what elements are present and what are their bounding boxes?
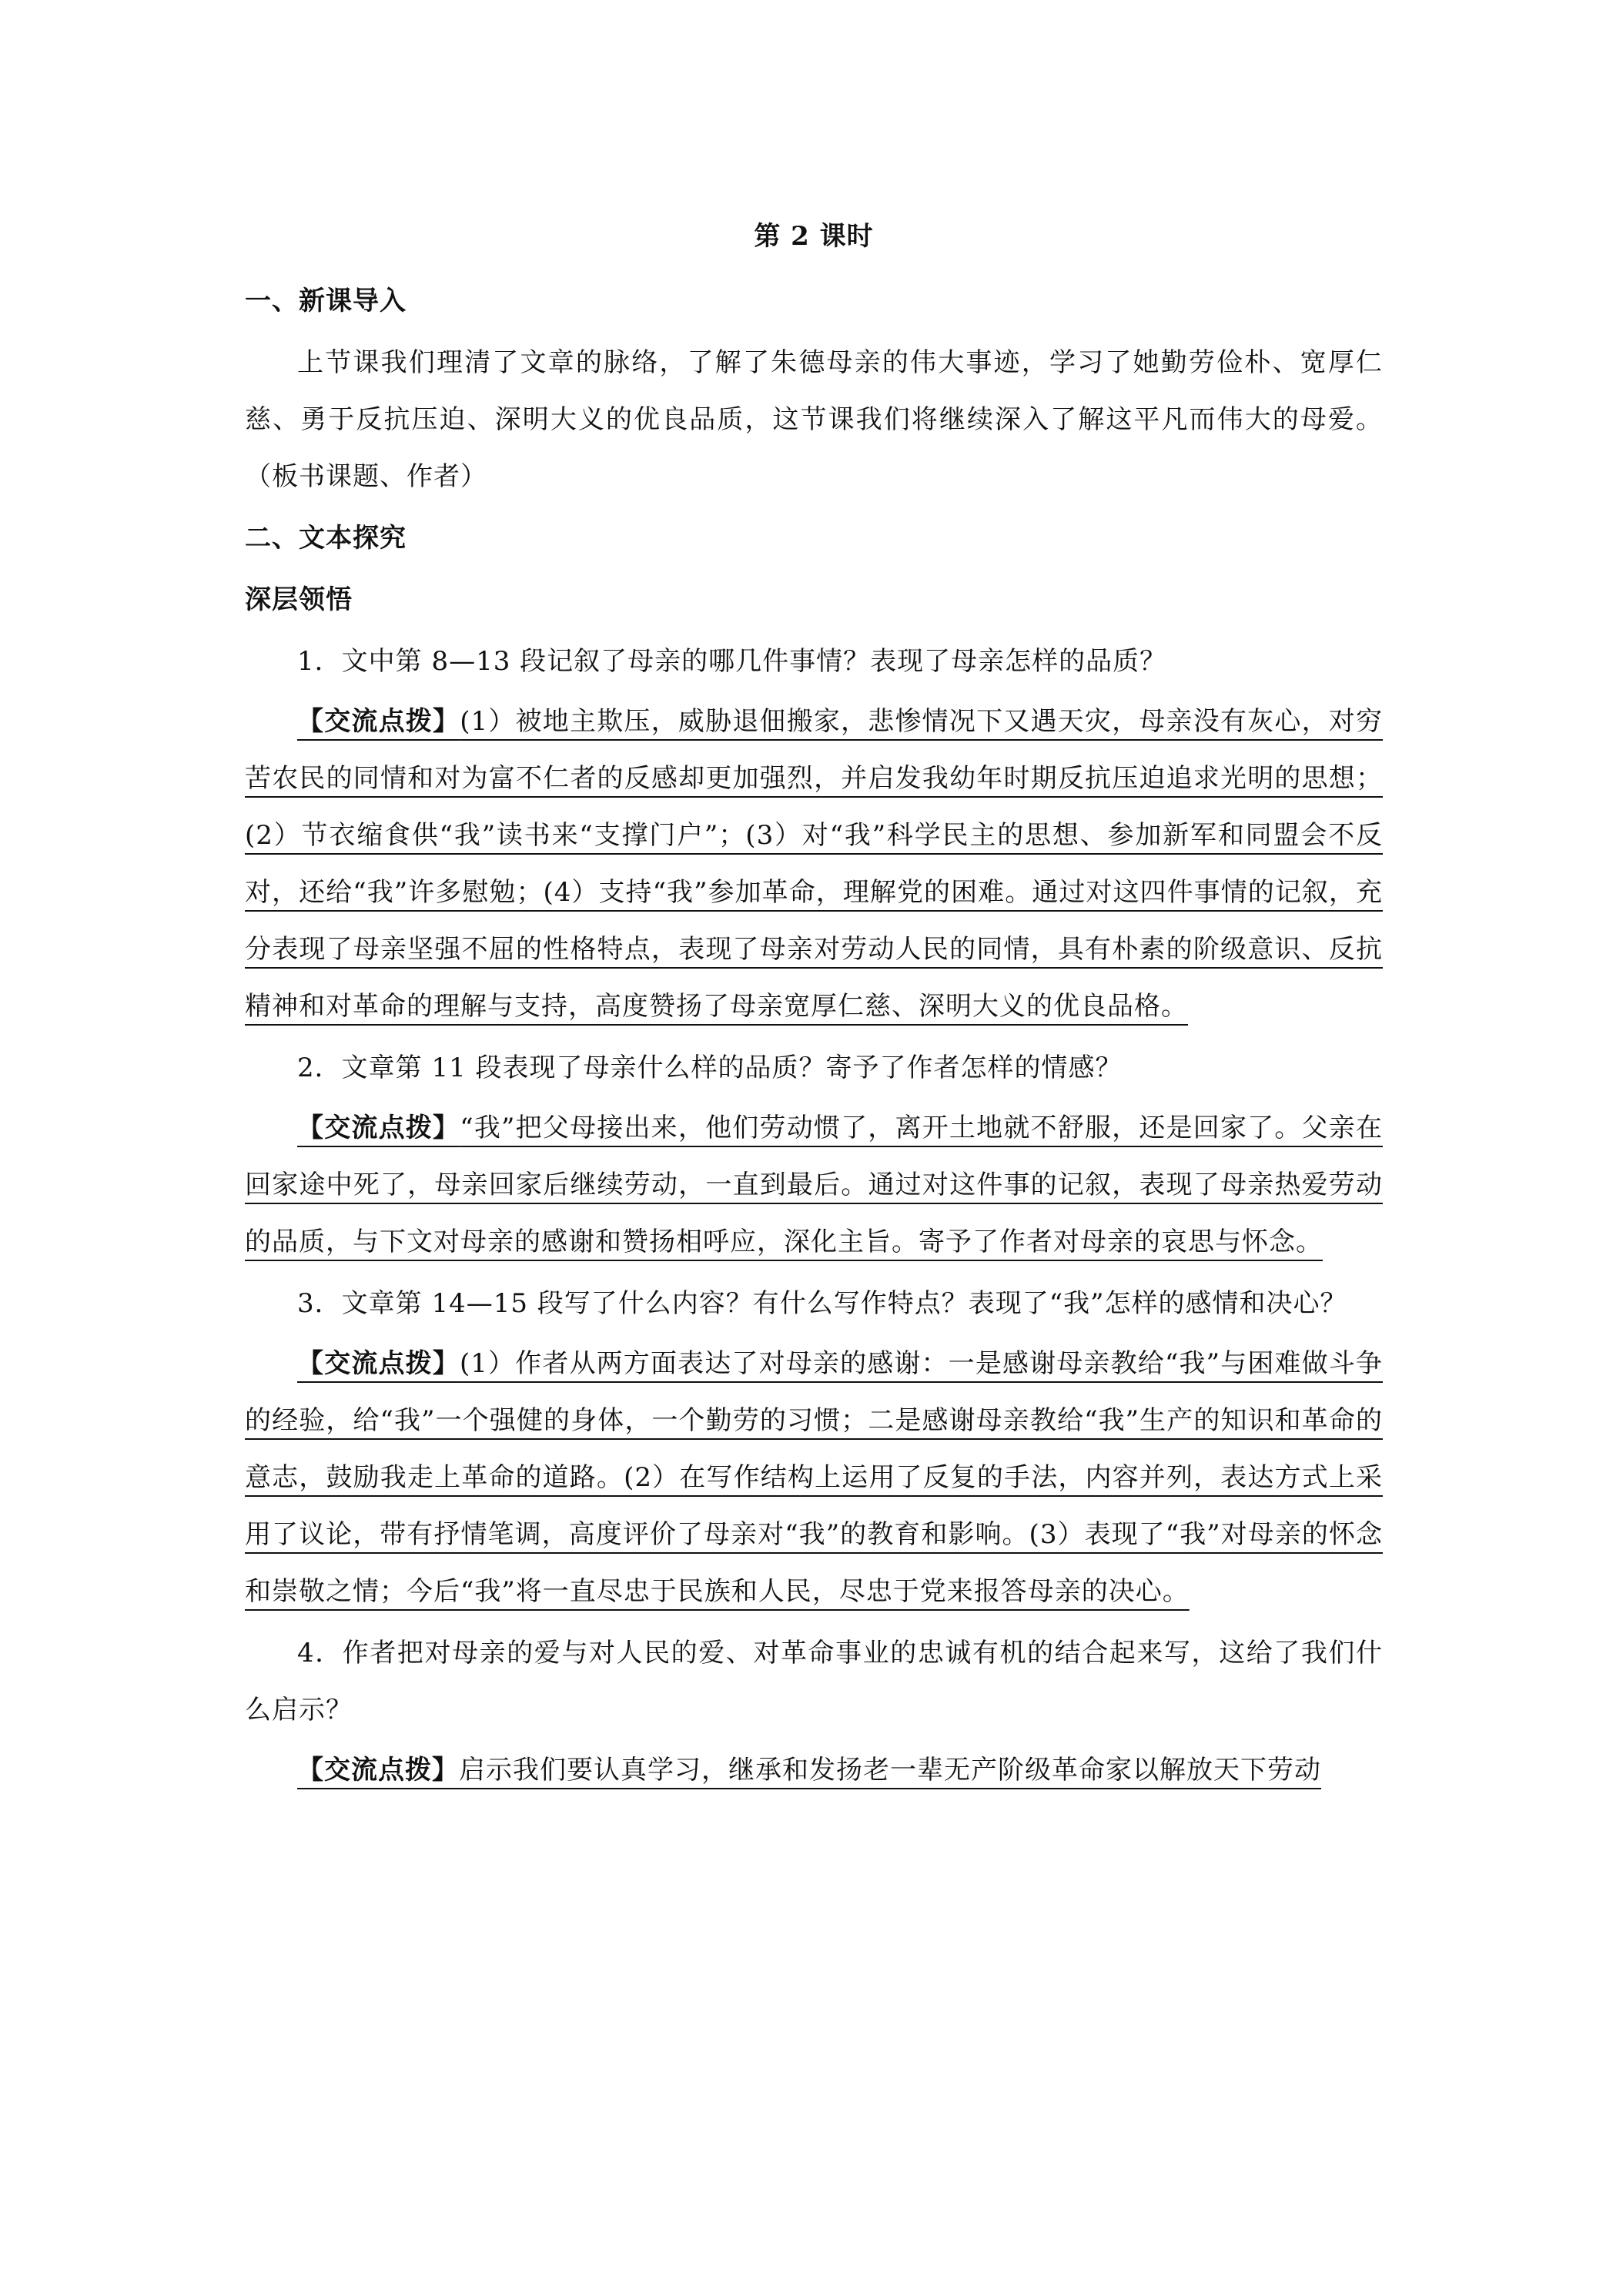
section-heading-text-study: 二、文本探究	[245, 523, 407, 554]
answer-tag: 【交流点拨】	[297, 1348, 460, 1379]
document-content	[245, 208, 1383, 1799]
question-3: 3．文章第 14—15 段写了什么内容？有什么写作特点？表现了“我”怎样的感情和决心？	[297, 1288, 1347, 1319]
question-4: 4．作者把对母亲的爱与对人民的爱、对革命事业的忠诚有机的结合起来写，这给了我们什么启示？	[245, 1638, 1383, 1725]
answer-tag: 【交流点拨】	[297, 706, 460, 737]
subheading-deep-understanding: 深层领悟	[245, 584, 353, 615]
question-2: 2．文章第 11 段表现了母亲什么样的品质？寄予了作者怎样的情感？	[297, 1053, 1123, 1083]
section-heading-intro: 一、新课导入	[245, 286, 407, 316]
answer-tag: 【交流点拨】	[297, 1755, 459, 1786]
answer-1	[245, 693, 1383, 1035]
answer-3	[245, 1335, 1383, 1620]
question-1: 1．文中第 8—13 段记叙了母亲的哪几件事情？表现了母亲怎样的品质？	[297, 646, 1167, 677]
answer-text: (1）作者从两方面表达了对母亲的感谢：一是感谢母亲教给“我”与困难做斗争的经验，给“我”一个强健的身体，一个勤劳的习惯；二是感谢母亲教给“我”生产的知识和革命的意志，鼓励我走上革命的道路。(2）在写作结构上运用了反复的手法，内容并列，表达方式上采用了议论，带有抒情笔调，高度评价了母亲对“我”的教育和影响。(3）表现了“我”对母亲的怀念和崇敬之情；今后“我”将一直尽忠于民族和人民，尽忠于党来报答母亲的决心。	[245, 1348, 1383, 1607]
answer-4	[245, 1742, 1383, 1799]
answer-text: “我”把父母接出来，他们劳动惯了，离开土地就不舒服，还是回家了。父亲在回家途中死了，母亲回家后继续劳动，一直到最后。通过对这件事的记叙，表现了母亲热爱劳动的品质，与下文对母亲的感谢和赞扬相呼应，深化主旨。寄予了作者对母亲的哀思与怀念。	[245, 1113, 1384, 1257]
answer-text: (1）被地主欺压，威胁退佃搬家，悲惨情况下又遇天灾，母亲没有灰心，对穷苦农民的同情和对为富不仁者的反感却更加强烈，并启发我幼年时期反抗压迫追求光明的思想；(2）节衣缩食供“我”读书来“支撑门户”；(3）对“我”科学民主的思想、参加新军和同盟会不反对，还给“我”许多慰勉；(4）支持“我”参加革命，理解党的困难。通过对这四件事情的记叙，充分表现了母亲坚强不屈的性格特点，表现了母亲对劳动人民的同情，具有朴素的阶级意识、反抗精神和对革命的理解与支持，高度赞扬了母亲宽厚仁慈、深明大义的优良品格。	[245, 706, 1383, 1022]
intro-paragraph: 上节课我们理清了文章的脉络，了解了朱德母亲的伟大事迹，学习了她勤劳俭朴、宽厚仁慈、勇于反抗压迫、深明大义的优良品质，这节课我们将继续深入了解这平凡而伟大的母爱。（板书课题、作者）	[245, 347, 1383, 492]
answer-2	[245, 1099, 1383, 1270]
answer-tag: 【交流点拨】	[297, 1113, 460, 1143]
answer-text: 启示我们要认真学习，继承和发扬老一辈无产阶级革命家以解放天下劳动	[459, 1755, 1321, 1786]
page-title: 第 2 课时	[754, 221, 874, 252]
